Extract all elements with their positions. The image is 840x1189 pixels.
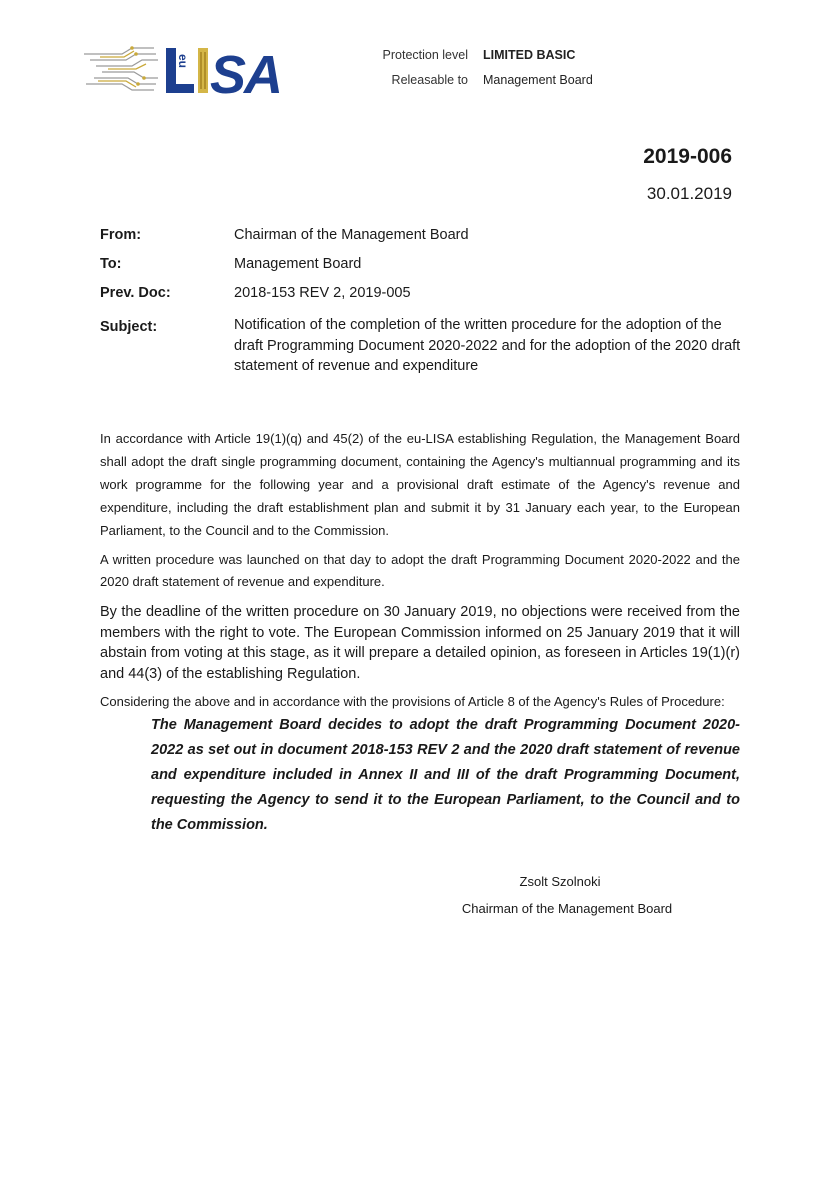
- protection-level-row: [340, 43, 593, 68]
- paragraph-considering: Considering the above and in accordance with the provisions of Article 8 of the Agency's Rules of Procedure:: [100, 694, 725, 709]
- to-value: Management Board: [234, 256, 362, 272]
- releasable-value: Management Board: [483, 73, 593, 87]
- prev-doc-value: 2018-153 REV 2, 2019-005: [234, 285, 411, 301]
- to-row: [100, 256, 744, 285]
- document-body: [100, 427, 740, 838]
- from-row: [100, 227, 744, 256]
- prev-doc-label: Prev. Doc:: [100, 285, 171, 301]
- paragraph-written-procedure: A written procedure was launched on that day to adopt the draft Programming Document 2020-2022 and the 2020 draft statement of revenue and expenditure.: [100, 552, 740, 589]
- protection-block: [340, 43, 593, 93]
- subject-label: Subject:: [100, 319, 158, 335]
- protection-level-label: Protection level: [382, 48, 468, 62]
- decision-statement: The Management Board decides to adopt the draft Programming Document 2020-2022 as set out in document 2018-153 REV 2 and the 2020 draft statement of revenue and expenditure included in Annex II and III of the draft Programming Document, requesting the Agency to send it to the European Parliament, to the Council and to the Commission.: [151, 717, 740, 833]
- svg-text:SA: SA: [210, 45, 282, 98]
- paragraph-deadline: By the deadline of the written procedure on 30 January 2019, no objections were received from the members with the right to vote. The European Commission informed on 25 January 2019 that it will abstain from voting at this stage, as it will prepare a detailed opinion, as foreseen in Articles 19(1)(r) and 44(3) of the establishing Regulation.: [100, 604, 740, 682]
- svg-text:eu: eu: [176, 54, 190, 69]
- subject-value: Notification of the completion of the written procedure for the adoption of the draft Programming Document 2020-2022 and for the adoption of the 2020 draft statement of revenue and expenditure: [234, 317, 741, 374]
- releasable-label: Releasable to: [391, 73, 468, 87]
- document-metadata: [100, 227, 744, 377]
- paragraph-legal-basis: In accordance with Article 19(1)(q) and 45(2) of the eu-LISA establishing Regulation, the Management Board shall adopt the draft single programming document, containing the Agency's multiannual programming and its work programme for the following year and a provisional draft estimate of the Agency's revenue and expenditure, including the draft establishment plan and submit it by 31 January each year, to the European Parliament, to the Council and to the Commission.: [100, 431, 740, 538]
- signatory-title: Chairman of the Management Board: [461, 901, 673, 916]
- protection-level-value: LIMITED BASIC: [483, 48, 576, 62]
- releasable-row: [340, 68, 593, 93]
- eu-lisa-logo: [82, 40, 304, 98]
- document-number: 2019-006: [643, 145, 732, 168]
- subject-row: [100, 315, 744, 377]
- from-value: Chairman of the Management Board: [234, 227, 469, 243]
- from-label: From:: [100, 227, 142, 243]
- to-label: To:: [100, 256, 122, 272]
- document-date: 30.01.2019: [646, 184, 732, 203]
- signatory-name: Zsolt Szolnoki: [519, 874, 601, 889]
- prev-doc-row: [100, 285, 744, 315]
